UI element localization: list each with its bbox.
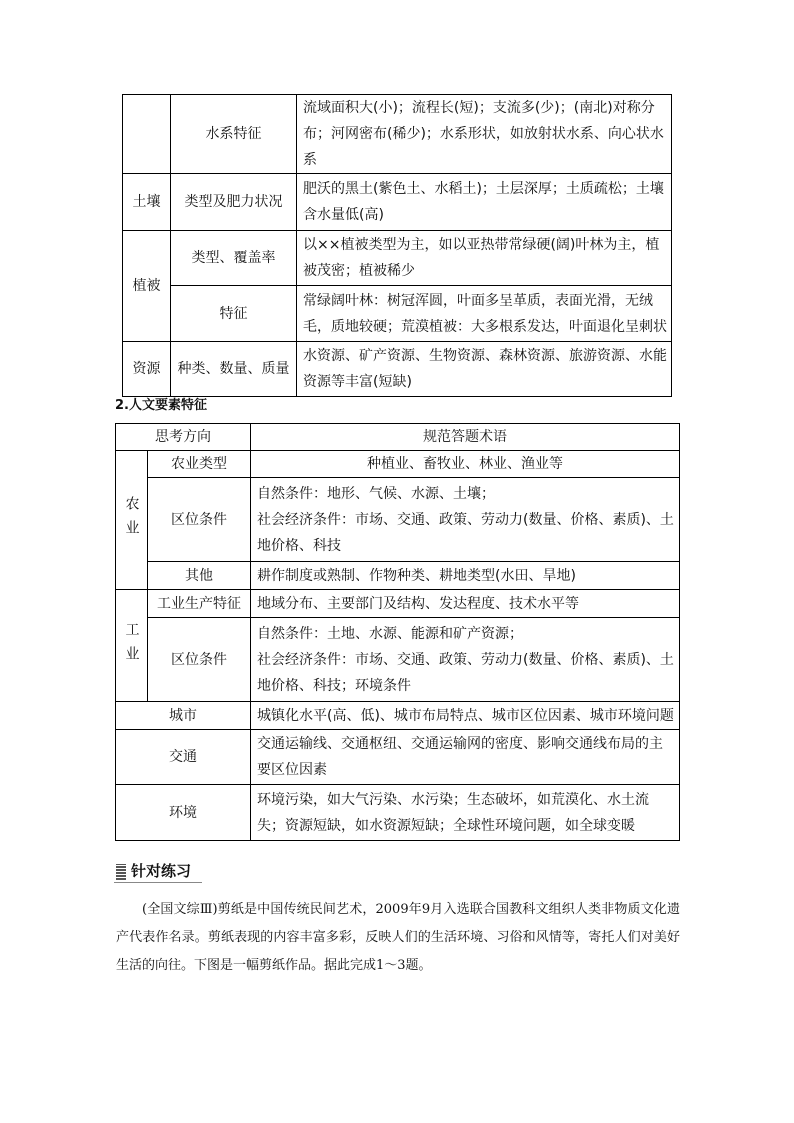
label-city: 城市	[116, 702, 251, 730]
cell-desc-veg-feature: 常绿阔叶林：树冠浑圆，叶面多呈革质，表面光滑，无绒毛，质地较硬；荒漠植被：大多根系发达，叶面退化呈刺状	[297, 286, 672, 342]
sub-agri-other: 其他	[148, 562, 251, 590]
label-transport: 交通	[116, 730, 251, 785]
sub-agri-type: 农业类型	[148, 451, 251, 478]
text-ind-social: 社会经济条件：市场、交通、政策、劳动力(数量、价格、素质)、土地价格、科技；环境条件	[257, 651, 674, 694]
label-environment: 环境	[116, 785, 251, 841]
text-ind-location	[251, 618, 680, 702]
human-features-table	[115, 423, 680, 841]
text-agri-social: 社会经济条件：市场、交通、政策、劳动力(数量、价格、素质)、土地价格、科技	[257, 511, 674, 554]
cell-desc-veg-type: 以××植被类型为主，如以亚热带常绿硬(阔)叶林为主，植被茂密；植被稀少	[297, 231, 672, 286]
section-title: 2.人文要素特征	[115, 398, 207, 413]
text-environment: 环境污染，如大气污染、水污染；生态破坏，如荒漠化、水土流失；资源短缺，如水资源短缺；全球性环境问题，如全球变暖	[251, 785, 680, 841]
sub-agri-location: 区位条件	[148, 478, 251, 562]
cell-category-vegetation: 植被	[123, 231, 171, 342]
practice-label: 针对练习	[131, 862, 192, 880]
text-city: 城镇化水平(高、低)、城市布局特点、城市区位因素、城市环境问题	[251, 702, 680, 730]
cell-category-blank	[123, 95, 171, 174]
header-direction: 思考方向	[116, 424, 251, 451]
cell-aspect-water-system: 水系特征	[171, 95, 297, 174]
cell-aspect-soil-type: 类型及肥力状况	[171, 174, 297, 231]
cell-aspect-veg-feature: 特征	[171, 286, 297, 342]
text-ind-feature: 地域分布、主要部门及结构、发达程度、技术水平等	[251, 590, 680, 618]
cell-desc-soil: 肥沃的黑土(紫色土、水稻土)；土层深厚；土质疏松；土壤含水量低(高)	[297, 174, 672, 231]
sub-ind-feature: 工业生产特征	[148, 590, 251, 618]
header-terms: 规范答题术语	[251, 424, 680, 451]
cell-aspect-resources: 种类、数量、质量	[171, 342, 297, 397]
group-industry-label: 工业	[123, 621, 140, 670]
question-paragraph: (全国文综Ⅲ)剪纸是中国传统民间艺术，2009年9月入选联合国教科文组织人类非物质文化遗产代表作名录。剪纸表现的内容丰富多彩，反映人们的生活环境、习俗和风情等，寄托人们对美好生活的向往。下图是一幅剪纸作品。据此完成1～3题。	[116, 902, 680, 973]
cell-desc-water-system: 流域面积大(小)；流程长(短)；支流多(少)；(南北)对称分布；河网密布(稀少)；水系形状，如放射状水系、向心状水系	[297, 95, 672, 174]
sub-ind-location: 区位条件	[148, 618, 251, 702]
text-agri-other: 耕作制度或熟制、作物种类、耕地类型(水田、旱地)	[251, 562, 680, 590]
text-transport: 交通运输线、交通枢纽、交通运输网的密度、影响交通线布局的主要区位因素	[251, 730, 680, 785]
text-agri-type: 种植业、畜牧业、林业、渔业等	[251, 451, 680, 478]
cell-category-resources: 资源	[123, 342, 171, 397]
text-agri-location	[251, 478, 680, 562]
text-agri-natural: 自然条件：地形、气候、水源、土壤；	[257, 485, 495, 502]
group-agriculture-label: 农业	[123, 496, 140, 544]
cell-category-soil: 土壤	[123, 174, 171, 231]
cell-desc-resources: 水资源、矿产资源、生物资源、森林资源、旅游资源、水能资源等丰富(短缺)	[297, 342, 672, 397]
text-ind-natural: 自然条件：土地、水源、能源和矿产资源；	[257, 625, 523, 642]
cell-aspect-veg-type: 类型、覆盖率	[171, 231, 297, 286]
group-industry	[116, 590, 148, 702]
group-agriculture	[116, 451, 148, 590]
heading-marker-icon	[116, 864, 126, 880]
natural-features-table	[122, 94, 672, 397]
practice-heading	[114, 860, 202, 883]
